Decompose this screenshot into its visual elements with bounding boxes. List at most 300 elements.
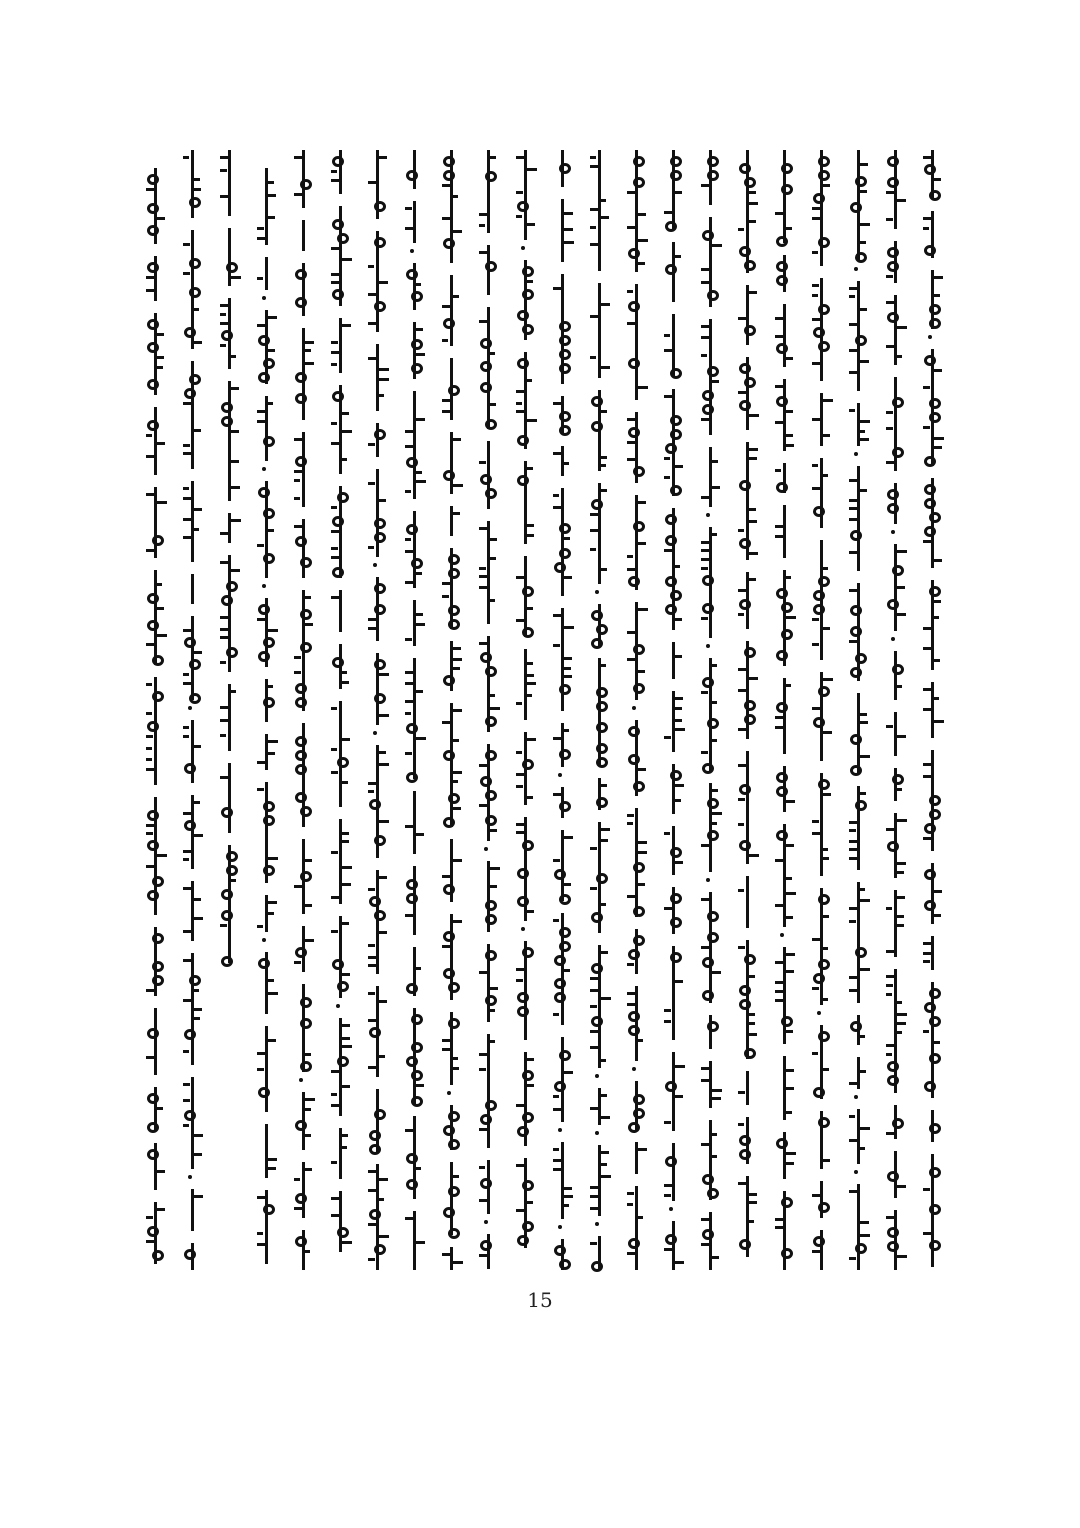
mongolian-word [589,778,609,810]
text-column [695,150,725,1270]
mongolian-word [515,150,535,240]
mongolian-word [256,895,276,932]
mongolian-word [737,876,757,928]
mongolian-word [293,150,313,208]
mongolian-word [589,483,609,584]
mongolian-word [256,782,276,883]
text-column [399,150,429,1270]
mongolian-word [626,808,646,917]
mongolian-word [885,241,905,283]
mongolian-word [441,432,461,494]
mongolian-word [182,953,202,1065]
mongolian-word [145,487,165,558]
mongolian-word [737,1176,757,1257]
mongolian-word [922,150,942,199]
mongolian-word [700,527,720,638]
punctuation-mark [854,1095,858,1099]
mongolian-word [256,952,276,1014]
mongolian-word [478,861,498,932]
mongolian-word [330,385,350,474]
mongolian-word [293,590,313,711]
mongolian-word [737,1071,757,1105]
mongolian-word [256,481,276,578]
mongolian-word [811,1025,831,1099]
mongolian-word [330,916,350,998]
mongolian-word [293,839,313,914]
mongolian-word [700,1120,720,1200]
mongolian-word [515,817,535,921]
mongolian-word [367,469,387,557]
mongolian-word [404,947,424,996]
mongolian-word [700,447,720,507]
mongolian-word [293,926,313,972]
mongolian-word [885,651,905,700]
mongolian-word [663,389,683,496]
mongolian-word [663,764,683,814]
mongolian-word [515,1052,535,1146]
mongolian-word [182,1077,202,1169]
text-column [584,150,614,1270]
punctuation-mark [373,563,377,567]
mongolian-word [811,150,831,266]
text-column [473,150,503,1270]
mongolian-word [256,734,276,770]
punctuation-mark [521,927,525,931]
mongolian-word [441,839,461,902]
mongolian-word [293,723,313,827]
mongolian-word [663,1143,683,1201]
punctuation-mark [558,1128,562,1132]
mongolian-word [441,1162,461,1235]
mongolian-word [182,574,202,604]
mongolian-word [256,1124,276,1178]
mongolian-word [626,412,646,483]
mongolian-word [441,703,461,827]
mongolian-word [663,150,683,230]
mongolian-word [367,577,387,641]
punctuation-mark [706,878,710,882]
mongolian-word [293,1162,313,1218]
mongolian-word [478,636,498,732]
mongolian-word [922,1110,942,1142]
mongolian-word [848,466,868,571]
mongolian-word [626,929,646,974]
punctuation-mark [484,1220,488,1224]
mongolian-word [219,381,239,501]
punctuation-mark [817,1011,821,1015]
mongolian-word [552,488,572,596]
mongolian-word [885,712,905,756]
punctuation-mark [891,637,895,641]
mongolian-word [737,150,757,273]
mongolian-word [441,914,461,1000]
mongolian-word [256,598,276,667]
mongolian-word [848,583,868,681]
mongolian-word [774,304,794,367]
mongolian-word [293,432,313,507]
mongolian-word [293,519,313,578]
mongolian-word [922,349,942,466]
mongolian-word [219,684,239,751]
mongolian-word [774,678,794,754]
mongolian-word [330,1128,350,1179]
text-column [769,150,799,1270]
mongolian-word [182,881,202,941]
mongolian-word [922,478,942,568]
mongolian-word [515,941,535,1040]
mongolian-word [404,791,424,854]
mongolian-word [700,150,720,205]
mongolian-word [626,602,646,700]
mongolian-word [478,944,498,1022]
punctuation-mark [854,1170,858,1174]
mongolian-word [737,940,757,1059]
mongolian-word [848,281,868,391]
mongolian-word [885,295,905,365]
mongolian-word [441,506,461,536]
mongolian-word [848,403,868,446]
mongolian-word [330,318,350,373]
mongolian-word [256,1026,276,1112]
mongolian-word [885,1151,905,1198]
mongolian-word [404,322,424,379]
mongolian-word [885,377,905,471]
punctuation-mark [595,1131,599,1135]
punctuation-mark [780,933,784,937]
mongolian-word [774,255,794,292]
mongolian-word [256,257,276,290]
mongolian-word [663,642,683,679]
mongolian-word [478,245,498,295]
mongolian-word [219,298,239,369]
mongolian-word [219,228,239,286]
mongolian-word [478,307,498,429]
punctuation-mark [854,267,858,271]
mongolian-word [145,1143,165,1190]
mongolian-word [293,984,313,1072]
mongolian-word [145,797,165,915]
mongolian-word [330,819,350,904]
mongolian-word [737,442,757,560]
mongolian-word [367,344,387,411]
mongolian-word [552,1142,572,1219]
mongolian-word [515,352,535,449]
mongolian-word [219,845,239,963]
mongolian-word [219,513,239,543]
mongolian-word [811,773,831,876]
mongolian-word [885,813,905,878]
mongolian-word [626,986,646,1061]
punctuation-mark [891,530,895,534]
mongolian-word [848,786,868,870]
mongolian-word [293,220,313,251]
mongolian-word [552,1239,572,1270]
mongolian-word [885,890,905,957]
punctuation-mark [262,467,266,471]
mongolian-word [145,407,165,475]
mongolian-word [145,168,165,244]
mongolian-word [885,1210,905,1270]
mongolian-word [552,787,572,818]
mongolian-word [330,590,350,632]
mongolian-word [515,556,535,637]
mongolian-word [182,720,202,783]
mongolian-word [663,314,683,377]
mongolian-word [182,150,202,218]
mongolian-word [848,1184,868,1270]
mongolian-word [774,766,794,812]
mongolian-word [811,1230,831,1270]
punctuation-mark [558,1225,562,1229]
mongolian-word [330,486,350,578]
mongolian-word [811,278,831,381]
mongolian-word [441,358,461,420]
mongolian-word [293,1092,313,1150]
mongolian-word [256,396,276,461]
mongolian-word [922,750,942,851]
mongolian-word [515,649,535,720]
mongolian-word [256,1190,276,1264]
mongolian-word [922,936,942,970]
mongolian-word [737,357,757,430]
mongolian-word [552,1037,572,1122]
mongolian-word [552,150,572,187]
mongolian-word [145,570,165,665]
text-column [547,150,577,1270]
mongolian-word [367,653,387,725]
page-number: 15 [527,1288,553,1312]
mongolian-word [737,751,757,864]
mongolian-word [774,1132,794,1179]
punctuation-mark [595,590,599,594]
mongolian-word [441,150,461,263]
mongolian-word [885,768,905,801]
mongolian-word [589,150,609,271]
mongolian-word [367,423,387,457]
mongolian-word [663,826,683,875]
mongolian-word [663,242,683,302]
mongolian-word [478,521,498,624]
mongolian-word [663,1052,683,1131]
mongolian-word [774,947,794,1044]
mongolian-word [774,463,794,493]
mongolian-word [404,600,424,646]
mongolian-word [552,396,572,434]
mongolian-word [589,822,609,933]
mongolian-word [515,732,535,805]
mongolian-word [922,982,942,1098]
mongolian-word [700,1015,720,1049]
mongolian-word [441,641,461,691]
mongolian-word [145,1008,165,1075]
mongolian-word [478,1034,498,1148]
mongolian-word [330,701,350,807]
mongolian-word [441,275,461,346]
mongolian-word [145,1087,165,1131]
text-column [658,150,688,1270]
mongolian-word [182,230,202,349]
punctuation-mark [188,1175,192,1179]
punctuation-mark [410,249,414,253]
mongolian-word [293,263,313,316]
mongolian-word [367,870,387,974]
mongolian-word [478,441,498,509]
text-column [917,150,947,1270]
mongolian-word [589,945,609,1068]
mongolian-word [700,783,720,872]
mongolian-word [663,1221,683,1270]
mongolian-word [256,168,276,245]
mongolian-word [182,1243,202,1270]
mongolian-word [922,1154,942,1267]
mongolian-word [478,744,498,841]
mongolian-word [737,641,757,739]
mongolian-word [811,540,831,660]
mongolian-word [552,608,572,711]
mongolian-word [811,393,831,446]
mongolian-word [922,270,942,329]
mongolian-word [589,1088,609,1125]
mongolian-word [737,572,757,629]
mongolian-word [330,206,350,306]
mongolian-word [885,483,905,524]
mongolian-word [404,511,424,588]
mongolian-word [811,888,831,1005]
mongolian-word [589,1145,609,1216]
mongolian-word [774,824,794,927]
mongolian-word [848,1015,868,1045]
punctuation-mark [632,1067,636,1071]
text-column [140,150,170,1270]
punctuation-mark [928,335,932,339]
mongolian-word [700,319,720,435]
mongolian-word [552,199,572,262]
mongolian-word [293,328,313,420]
mongolian-word [811,672,831,761]
mongolian-word [404,1211,424,1270]
mongolian-word [848,150,868,261]
text-column [880,150,910,1270]
punctuation-mark [262,296,266,300]
mongolian-word [441,1105,461,1150]
mongolian-word [367,1089,387,1152]
mongolian-word [404,658,424,779]
mongolian-word [552,274,572,384]
punctuation-mark [595,1222,599,1226]
mongolian-word [848,693,868,774]
punctuation-mark [262,938,266,942]
punctuation-mark [299,1078,303,1082]
mongolian-word [367,986,387,1077]
mongolian-word [774,1056,794,1120]
punctuation-mark [854,452,858,456]
mongolian-word [404,391,424,499]
mongolian-word [552,446,572,476]
mongolian-word [182,481,202,562]
mongolian-word [145,677,165,785]
punctuation-mark [262,584,266,588]
mongolian-word [515,260,535,340]
text-column [843,150,873,1270]
mongolian-word [700,1061,720,1108]
mongolian-word [589,283,609,378]
punctuation-mark [484,847,488,851]
punctuation-mark [188,706,192,710]
mongolian-word [848,1057,868,1089]
mongolian-word [256,679,276,722]
mongolian-word [182,616,202,700]
mongolian-word [145,1202,165,1264]
mongolian-word [589,390,609,471]
mongolian-word [182,361,202,469]
mongolian-word [367,745,387,858]
mongolian-word [811,458,831,528]
mongolian-word [330,1191,350,1252]
mongolian-word [404,866,424,935]
mongolian-word [515,1158,535,1248]
mongolian-word [700,892,720,1003]
punctuation-mark [336,1004,340,1008]
mongolian-word [219,150,239,216]
text-column [288,150,318,1270]
mongolian-word [589,1236,609,1270]
mongolian-word [552,723,572,767]
mongolian-word [774,570,794,666]
punctuation-mark [558,773,562,777]
mongolian-word [219,555,239,672]
mongolian-word [626,1186,646,1270]
mongolian-word [922,863,942,924]
mongolian-word [330,644,350,689]
mongolian-word [404,1008,424,1104]
mongolian-word [922,211,942,258]
mongolian-word [219,763,239,833]
mongolian-word [626,720,646,796]
punctuation-mark [706,644,710,648]
mongolian-word [552,830,572,901]
mongolian-word [663,946,683,1040]
mongolian-word [515,461,535,544]
mongolian-word [885,969,905,1093]
mongolian-word [330,1018,350,1116]
punctuation-mark [373,731,377,735]
mongolian-text-block [140,150,940,1280]
mongolian-word [441,1012,461,1085]
punctuation-mark [669,1207,673,1211]
text-column [732,150,762,1270]
mongolian-word [885,544,905,631]
mongolian-word [256,310,276,384]
mongolian-word [404,150,424,189]
mongolian-word [774,150,794,243]
mongolian-word [589,658,609,766]
mongolian-word [404,1116,424,1199]
mongolian-word [182,795,202,869]
mongolian-word [404,263,424,310]
punctuation-mark [706,513,710,517]
punctuation-mark [447,1091,451,1095]
mongolian-word [293,1230,313,1270]
mongolian-word [441,1247,461,1270]
mongolian-word [478,1234,498,1269]
mongolian-word [145,927,165,996]
mongolian-word [367,231,387,332]
mongolian-word [626,1142,646,1174]
mongolian-word [145,313,165,395]
mongolian-word [626,150,646,272]
mongolian-word [478,150,498,233]
mongolian-word [367,1164,387,1270]
